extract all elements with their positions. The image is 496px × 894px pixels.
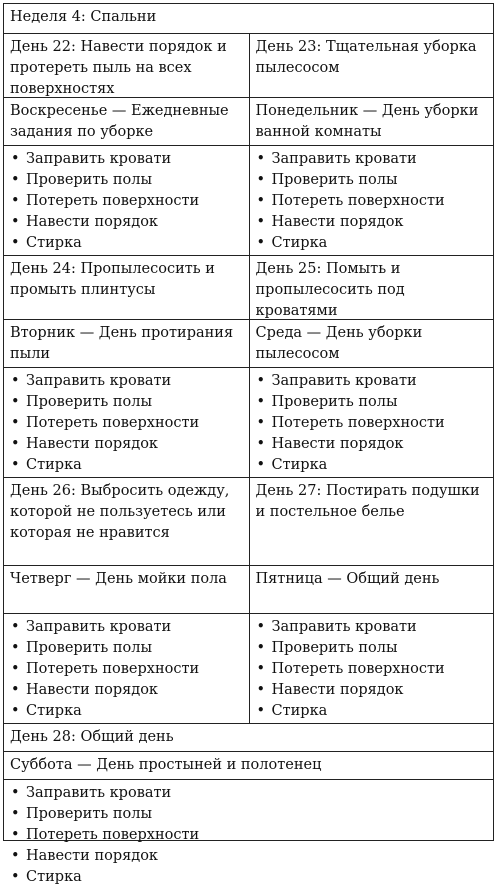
task-list-saturday: [4, 780, 493, 894]
task-item: • Навести порядок: [10, 846, 487, 867]
task-item: • Стирка: [256, 455, 488, 476]
task-item: • Заправить кровати: [256, 617, 488, 638]
day-28-title: День 28: Общий день: [10, 729, 174, 745]
task-item: • Навести порядок: [10, 680, 243, 701]
task-list-thursday: [4, 614, 249, 723]
weekday-row: [4, 566, 493, 614]
weekly-cleaning-table: [3, 3, 494, 885]
weekday-row-final: [4, 752, 493, 780]
task-row: [4, 146, 493, 256]
task-item: • Заправить кровати: [256, 149, 488, 170]
task-item: • Навести порядок: [256, 680, 488, 701]
task-item: • Потереть поверхности: [256, 191, 488, 212]
task-list-tuesday: [4, 368, 249, 477]
task-item: • Заправить кровати: [10, 371, 243, 392]
weekday-monday: Понедельник — День уборки ванной комнаты: [249, 98, 494, 145]
task-item: • Стирка: [10, 233, 243, 254]
task-item: • Стирка: [10, 701, 243, 722]
task-list-monday: [249, 146, 494, 255]
week-title: Неделя 4: Спальни: [10, 9, 157, 25]
task-item: • Заправить кровати: [10, 617, 243, 638]
task-item: • Потереть поверхности: [10, 659, 243, 680]
weekday-saturday: Суббота — День простыней и полотенец: [10, 757, 322, 773]
task-item: • Проверить полы: [256, 392, 488, 413]
day-row: [4, 34, 493, 98]
task-item: • Проверить полы: [10, 170, 243, 191]
weekday-thursday: Четверг — День мойки пола: [10, 571, 227, 587]
task-item: • Проверить полы: [256, 638, 488, 659]
task-row-final: [4, 780, 493, 894]
weekday-sunday: Воскресенье — Ежедневные задания по уборке: [10, 103, 229, 140]
task-item: • Потереть поверхности: [256, 413, 488, 434]
day-row-final: [4, 724, 493, 752]
weekday-row: [4, 98, 493, 146]
week-title-row: [4, 4, 493, 34]
task-item: • Навести порядок: [10, 434, 243, 455]
task-item: • Проверить полы: [10, 638, 243, 659]
task-row: [4, 368, 493, 478]
day-row: [4, 478, 493, 566]
weekday-row: [4, 320, 493, 368]
task-list-sunday: [4, 146, 249, 255]
task-list-friday: [249, 614, 494, 723]
task-item: • Проверить полы: [10, 392, 243, 413]
task-item: • Навести порядок: [256, 434, 488, 455]
task-item: • Стирка: [256, 233, 488, 254]
task-item: • Навести порядок: [10, 212, 243, 233]
task-item: • Потереть поверхности: [10, 191, 243, 212]
weekday-tuesday: Вторник — День протирания пыли: [10, 325, 234, 362]
task-item: • Заправить кровати: [256, 371, 488, 392]
day-24-title: День 24: Пропылесосить и промыть плинтусы: [10, 261, 215, 298]
task-item: • Стирка: [10, 455, 243, 476]
task-item: • Стирка: [256, 701, 488, 722]
day-26-title: День 26: Выбросить одежду, которой не пользуетесь или которая не нравится: [10, 483, 230, 541]
task-item: • Проверить полы: [256, 170, 488, 191]
weekday-wednesday: Среда — День уборки пылесосом: [249, 320, 494, 367]
day-23-title: День 23: Тщательная уборка пылесосом: [249, 34, 494, 97]
task-item: • Навести порядок: [256, 212, 488, 233]
task-list-wednesday: [249, 368, 494, 477]
day-22-title: День 22: Навести порядок и протереть пыль на всех поверхностях: [10, 39, 227, 97]
task-item: • Заправить кровати: [10, 149, 243, 170]
task-row: [4, 614, 493, 724]
task-item: • Потереть поверхности: [10, 825, 487, 846]
day-25-title: День 25: Помыть и пропылесосить под кроватями: [249, 256, 494, 319]
task-item: • Заправить кровати: [10, 783, 487, 804]
task-item: • Потереть поверхности: [256, 659, 488, 680]
weekday-friday: Пятница — Общий день: [249, 566, 494, 613]
task-item: • Проверить полы: [10, 804, 487, 825]
day-row: [4, 256, 493, 320]
task-item: • Стирка: [10, 867, 487, 888]
day-27-title: День 27: Постирать подушки и постельное белье: [249, 478, 494, 565]
task-item: • Потереть поверхности: [10, 413, 243, 434]
